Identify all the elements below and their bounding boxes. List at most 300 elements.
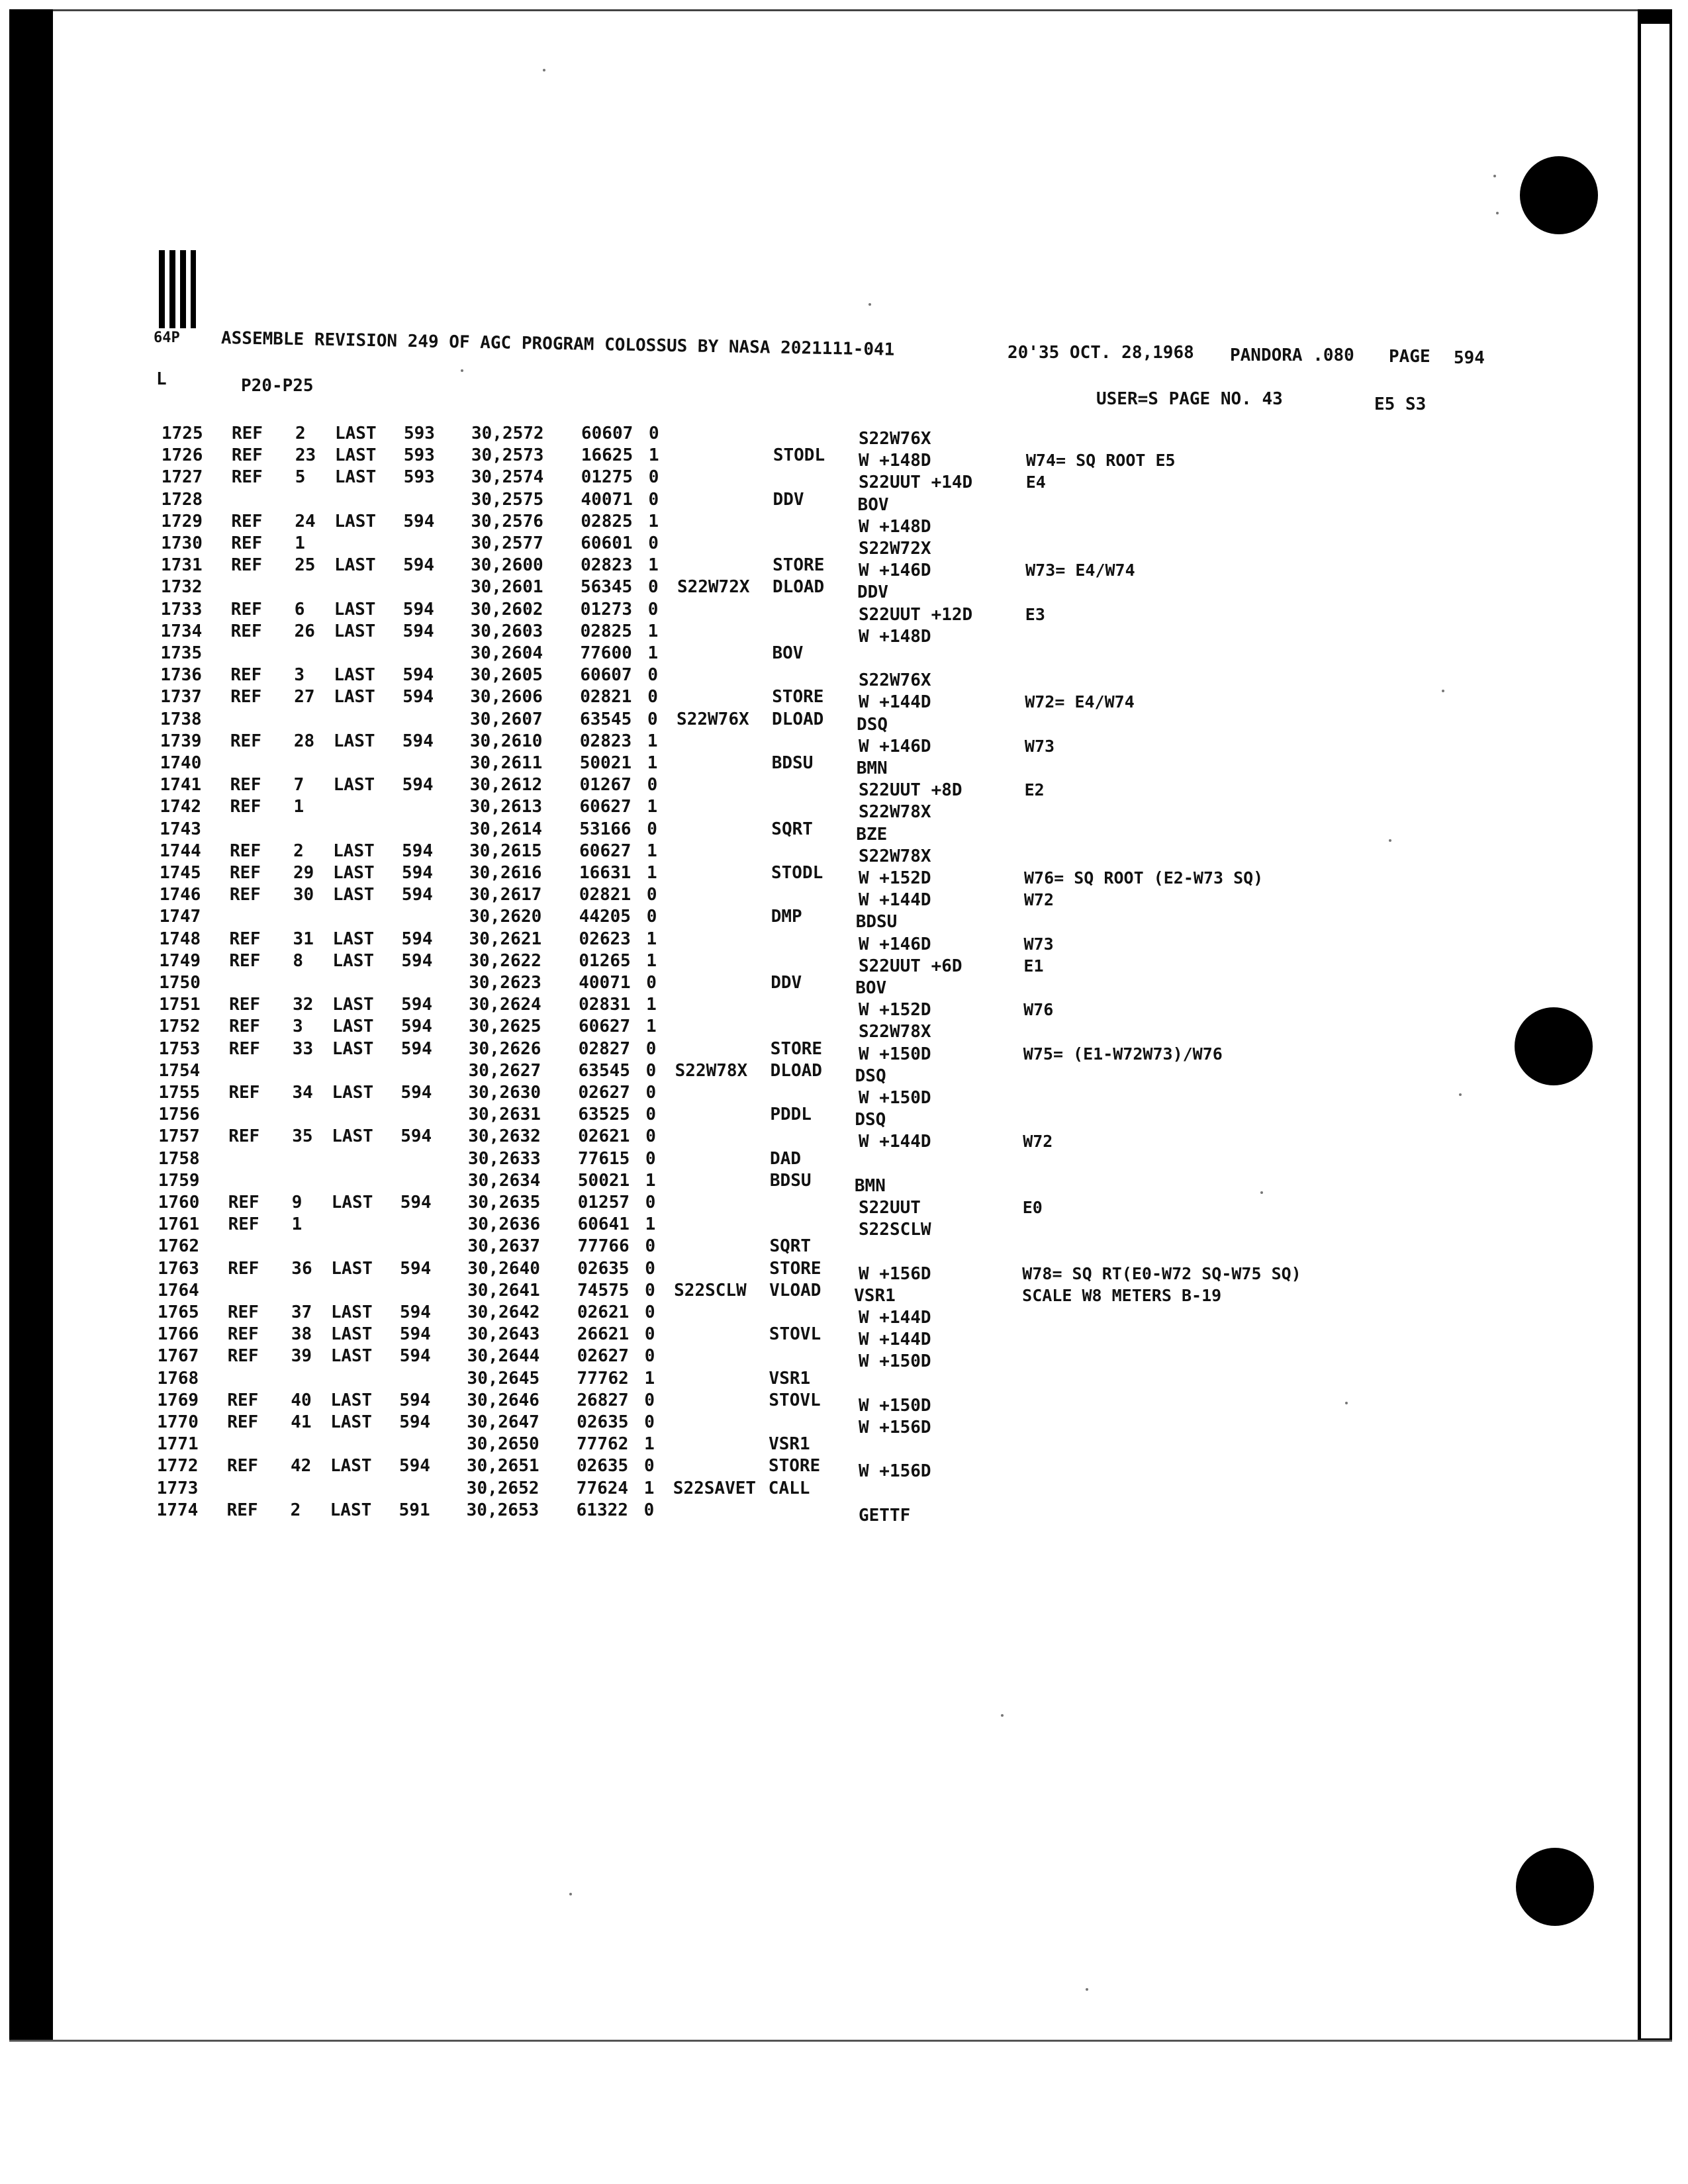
opcode: VSR1 xyxy=(769,1434,810,1455)
last-label: LAST xyxy=(330,1456,372,1477)
remark: W76= SQ ROOT (E2-W73 SQ) xyxy=(1024,868,1264,887)
octal-code: 26621 xyxy=(577,1324,630,1345)
ref-count: 30 xyxy=(293,885,314,905)
last-page: 594 xyxy=(403,555,435,576)
header-prefix: 64P xyxy=(154,330,180,346)
ref-flag: REF xyxy=(232,424,263,443)
last-label: LAST xyxy=(333,863,375,883)
parity-bit: 0 xyxy=(646,885,657,905)
octal-code: 60601 xyxy=(581,533,633,553)
ref-count: 3 xyxy=(292,1017,303,1037)
last-page: 594 xyxy=(402,841,434,861)
last-label: LAST xyxy=(332,995,374,1015)
operand: BMN xyxy=(854,1175,886,1196)
ref-count: 27 xyxy=(294,687,315,707)
address: 30,2613 xyxy=(469,797,543,817)
line-number: 1748 xyxy=(159,929,201,949)
parity-bit: 0 xyxy=(643,1456,655,1477)
octal-code: 60627 xyxy=(578,1017,631,1037)
remark: W76 xyxy=(1023,1000,1054,1020)
line-number: 1734 xyxy=(160,621,203,641)
operand: W +144D xyxy=(859,1308,931,1328)
ref-count: 37 xyxy=(291,1302,312,1322)
line-number: 1770 xyxy=(157,1412,199,1432)
ref-flag: REF xyxy=(226,1500,258,1520)
last-label: LAST xyxy=(334,665,375,686)
remark: W72 xyxy=(1023,890,1054,910)
octal-code: 60627 xyxy=(579,797,632,817)
line-number: 1773 xyxy=(156,1478,199,1498)
octal-code: 74575 xyxy=(577,1280,630,1300)
octal-code: 02621 xyxy=(578,1126,630,1147)
ref-count: 1 xyxy=(295,533,305,553)
last-label: LAST xyxy=(331,1258,373,1279)
line-number: 1732 xyxy=(160,577,203,598)
parity-bit: 1 xyxy=(644,1368,655,1388)
address: 30,2632 xyxy=(468,1126,541,1147)
ref-count: 31 xyxy=(293,929,314,949)
address: 30,2604 xyxy=(470,643,543,663)
octal-code: 50021 xyxy=(579,753,632,773)
last-page: 594 xyxy=(402,621,434,641)
opcode: SQRT xyxy=(771,819,813,839)
ref-flag: REF xyxy=(228,1017,260,1037)
parity-bit: 1 xyxy=(643,1478,655,1498)
ref-flag: REF xyxy=(226,1456,258,1477)
parity-bit: 0 xyxy=(645,1302,655,1322)
address: 30,2636 xyxy=(467,1214,541,1235)
ref-count: 9 xyxy=(291,1193,303,1212)
line-number: 1741 xyxy=(160,775,202,796)
address: 30,2574 xyxy=(471,467,544,488)
opcode: STORE xyxy=(768,1456,821,1477)
header-page-label: PAGE xyxy=(1389,347,1430,367)
octal-code: 77762 xyxy=(577,1434,629,1455)
last-label: LAST xyxy=(333,841,375,861)
remark: W72= E4/W74 xyxy=(1025,692,1135,712)
operand: S22UUT +8D xyxy=(859,780,962,801)
parity-bit: 1 xyxy=(647,731,658,751)
operand: W +146D xyxy=(859,934,931,954)
last-label: LAST xyxy=(334,445,377,466)
parity-bit: 1 xyxy=(647,797,658,817)
last-label: LAST xyxy=(330,1500,372,1520)
line-number: 1740 xyxy=(160,753,202,773)
address: 30,2606 xyxy=(470,687,543,707)
last-label: LAST xyxy=(331,1302,373,1322)
parity-bit: 0 xyxy=(646,973,657,993)
line-number: 1730 xyxy=(161,533,203,553)
ref-flag: REF xyxy=(231,533,263,553)
operand: S22UUT +12D xyxy=(859,604,973,625)
ref-count: 33 xyxy=(292,1038,314,1059)
parity-bit: 1 xyxy=(647,753,658,773)
address: 30,2623 xyxy=(469,973,541,993)
parity-bit: 0 xyxy=(645,1083,657,1103)
last-label: LAST xyxy=(332,1126,373,1147)
address: 30,2633 xyxy=(468,1148,541,1169)
line-number: 1746 xyxy=(159,885,201,905)
ref-flag: REF xyxy=(229,995,261,1015)
address: 30,2646 xyxy=(467,1390,539,1410)
parity-bit: 0 xyxy=(645,1280,655,1300)
line-number: 1756 xyxy=(158,1105,200,1125)
ref-flag: REF xyxy=(228,1126,260,1147)
parity-bit: 0 xyxy=(647,819,657,839)
ref-flag: REF xyxy=(227,1412,259,1432)
address: 30,2600 xyxy=(471,555,543,576)
ref-flag: REF xyxy=(230,621,262,641)
operand: BDSU xyxy=(855,912,898,933)
barcode-mark xyxy=(159,250,199,328)
ref-flag: REF xyxy=(229,929,261,949)
address: 30,2572 xyxy=(471,424,544,443)
ref-flag: REF xyxy=(227,1324,259,1345)
octal-code: 77766 xyxy=(577,1236,630,1257)
last-label: LAST xyxy=(330,1324,373,1345)
bottom-rule xyxy=(9,2040,1672,2042)
last-label: LAST xyxy=(334,511,377,531)
line-number: 1760 xyxy=(158,1193,200,1212)
address: 30,2653 xyxy=(466,1500,539,1520)
ref-flag: REF xyxy=(227,1390,259,1410)
operand: W +152D xyxy=(859,1000,931,1021)
octal-code: 02635 xyxy=(577,1412,629,1432)
operand: W +156D xyxy=(859,1461,931,1482)
parity-bit: 0 xyxy=(645,1148,656,1169)
octal-code: 01265 xyxy=(579,950,631,971)
octal-code: 02827 xyxy=(578,1038,631,1059)
left-margin-bar xyxy=(9,9,53,2041)
line-number: 1751 xyxy=(159,995,201,1015)
operand: S22UUT +6D xyxy=(859,956,962,976)
last-label: LAST xyxy=(332,1038,374,1059)
operand: DSQ xyxy=(855,1110,886,1130)
last-page: 594 xyxy=(399,1346,431,1367)
ref-flag: REF xyxy=(230,665,262,686)
address: 30,2622 xyxy=(469,950,541,971)
line-number: 1761 xyxy=(158,1214,200,1235)
ref-count: 1 xyxy=(293,797,305,817)
last-label: LAST xyxy=(334,621,376,641)
opcode: DLOAD xyxy=(772,577,825,598)
operand: W +144D xyxy=(859,1330,931,1350)
octal-code: 60607 xyxy=(581,424,633,443)
operand: W +144D xyxy=(859,1132,931,1152)
parity-bit: 1 xyxy=(647,841,657,861)
octal-code: 60627 xyxy=(579,841,632,861)
header-listing-flag: L xyxy=(156,369,167,389)
operand: DDV xyxy=(857,582,888,603)
operand: DSQ xyxy=(857,714,888,735)
ref-count: 2 xyxy=(290,1500,301,1520)
opcode: DLOAD xyxy=(772,709,824,729)
ref-flag: REF xyxy=(230,599,262,619)
opcode: BDSU xyxy=(771,753,814,773)
ref-count: 35 xyxy=(292,1126,313,1147)
parity-bit: 1 xyxy=(647,643,659,663)
line-number: 1736 xyxy=(160,665,202,686)
ref-count: 32 xyxy=(293,995,314,1015)
right-margin-bar xyxy=(1638,9,1672,2041)
ref-flag: REF xyxy=(228,1193,259,1212)
ref-flag: REF xyxy=(228,1258,259,1279)
remark: W74= SQ ROOT E5 xyxy=(1025,451,1176,471)
last-label: LAST xyxy=(334,555,376,576)
parity-bit: 0 xyxy=(647,775,658,796)
line-number: 1766 xyxy=(157,1324,199,1345)
octal-code: 01275 xyxy=(581,467,633,488)
line-number: 1749 xyxy=(159,950,201,971)
remark: W73 xyxy=(1023,934,1054,954)
octal-code: 16625 xyxy=(581,445,633,466)
line-number: 1752 xyxy=(158,1017,201,1037)
octal-code: 40071 xyxy=(579,973,631,993)
parity-bit: 0 xyxy=(645,1193,656,1212)
line-number: 1739 xyxy=(160,731,202,751)
ref-flag: REF xyxy=(228,1083,260,1103)
operand: S22W72X xyxy=(859,539,931,559)
ref-count: 39 xyxy=(291,1346,312,1367)
address: 30,2647 xyxy=(467,1412,539,1432)
last-label: LAST xyxy=(330,1412,372,1432)
operand: BOV xyxy=(857,494,889,515)
remark: W78= SQ RT(E0-W72 SQ-W75 SQ) xyxy=(1022,1263,1301,1283)
address: 30,2601 xyxy=(470,577,543,598)
octal-code: 60641 xyxy=(577,1214,630,1235)
line-number: 1728 xyxy=(161,489,203,510)
octal-code: 02627 xyxy=(577,1346,629,1367)
line-number: 1764 xyxy=(158,1280,199,1300)
operand: S22W76X xyxy=(859,670,931,691)
opcode: SQRT xyxy=(769,1236,812,1257)
address: 30,2626 xyxy=(468,1038,541,1059)
last-page: 594 xyxy=(402,599,434,619)
last-page: 594 xyxy=(400,1017,432,1037)
address: 30,2631 xyxy=(468,1105,541,1125)
parity-bit: 0 xyxy=(647,577,659,598)
ref-flag: REF xyxy=(230,731,261,751)
line-number: 1768 xyxy=(157,1368,199,1388)
opcode: BOV xyxy=(772,643,804,663)
opcode: DDV xyxy=(771,973,802,993)
octal-code: 77600 xyxy=(580,643,632,663)
operand: S22W76X xyxy=(859,429,931,449)
opcode: STOVL xyxy=(769,1390,821,1410)
ref-count: 5 xyxy=(295,467,306,488)
address: 30,2630 xyxy=(468,1083,541,1103)
last-page: 593 xyxy=(403,445,435,466)
octal-code: 02823 xyxy=(579,731,632,751)
line-number: 1744 xyxy=(160,841,201,861)
address: 30,2612 xyxy=(469,775,543,796)
ref-flag: REF xyxy=(231,445,263,466)
address: 30,2616 xyxy=(469,863,542,883)
address: 30,2634 xyxy=(467,1170,541,1191)
operand: W +146D xyxy=(859,561,931,581)
last-label: LAST xyxy=(335,424,377,443)
ref-count: 25 xyxy=(295,555,316,576)
octal-code: 53166 xyxy=(579,819,632,839)
operand: VSR1 xyxy=(854,1285,896,1306)
octal-code: 02831 xyxy=(579,995,631,1015)
octal-code: 16631 xyxy=(579,863,632,883)
ref-flag: REF xyxy=(231,511,263,531)
line-number: 1767 xyxy=(157,1346,199,1367)
parity-bit: 0 xyxy=(644,1346,655,1367)
parity-bit: 0 xyxy=(648,489,659,510)
parity-bit: 0 xyxy=(647,709,658,729)
line-number: 1757 xyxy=(158,1126,200,1147)
ref-count: 2 xyxy=(293,841,304,861)
octal-code: 02825 xyxy=(580,621,632,641)
ref-count: 36 xyxy=(291,1258,312,1279)
ref-count: 34 xyxy=(292,1083,313,1103)
parity-bit: 0 xyxy=(645,1060,657,1081)
remark: E2 xyxy=(1024,780,1045,800)
line-number: 1774 xyxy=(156,1500,199,1520)
operand: BOV xyxy=(855,978,887,998)
line-number: 1765 xyxy=(158,1302,199,1322)
parity-bit: 0 xyxy=(644,1412,655,1432)
ref-count: 8 xyxy=(293,950,304,971)
line-number: 1759 xyxy=(158,1170,200,1191)
opcode: STORE xyxy=(769,1258,821,1279)
address: 30,2645 xyxy=(467,1368,540,1388)
ref-count: 38 xyxy=(291,1324,312,1345)
operand: W +150D xyxy=(859,1088,931,1108)
line-number: 1729 xyxy=(161,511,203,531)
ref-count: 29 xyxy=(293,863,314,883)
operand: DSQ xyxy=(855,1066,886,1086)
operand: W +148D xyxy=(859,626,931,647)
parity-bit: 0 xyxy=(647,687,658,707)
last-page: 594 xyxy=(401,995,433,1015)
parity-bit: 1 xyxy=(647,863,657,883)
operand: BMN xyxy=(856,758,888,778)
last-label: LAST xyxy=(333,731,375,751)
line-number: 1738 xyxy=(160,709,202,729)
opcode: DDV xyxy=(773,489,804,510)
ref-count: 6 xyxy=(294,599,305,619)
remark: E0 xyxy=(1022,1198,1043,1217)
opcode: STOVL xyxy=(769,1324,821,1345)
last-page: 591 xyxy=(399,1500,430,1520)
parity-bit: 1 xyxy=(646,950,657,971)
operand: S22W78X xyxy=(859,802,931,823)
header-section: P20-P25 xyxy=(241,376,314,396)
ref-flag: REF xyxy=(231,555,263,576)
parity-bit: 0 xyxy=(645,1105,656,1125)
octal-code: 50021 xyxy=(577,1170,630,1191)
line-number: 1742 xyxy=(160,797,202,817)
octal-code: 63545 xyxy=(578,1060,630,1081)
last-page: 593 xyxy=(404,424,435,443)
octal-code: 01273 xyxy=(580,599,633,619)
operand: S22W78X xyxy=(859,846,931,866)
line-number: 1755 xyxy=(158,1083,201,1103)
octal-code: 02623 xyxy=(579,929,631,949)
last-label: LAST xyxy=(332,1083,374,1103)
ref-count: 23 xyxy=(295,445,316,466)
opcode: STORE xyxy=(772,687,824,707)
parity-bit: 0 xyxy=(645,1126,656,1147)
opcode: STORE xyxy=(770,1038,823,1059)
address: 30,2650 xyxy=(467,1434,539,1455)
parity-bit: 0 xyxy=(647,665,658,686)
line-number: 1735 xyxy=(160,643,203,663)
operand: W +148D xyxy=(859,516,931,537)
address: 30,2621 xyxy=(469,929,542,949)
line-number: 1733 xyxy=(160,599,203,619)
last-page: 594 xyxy=(403,511,435,531)
last-label: LAST xyxy=(331,1193,373,1212)
octal-code: 77615 xyxy=(578,1148,630,1169)
remark: W73 xyxy=(1024,736,1055,756)
parity-bit: 1 xyxy=(646,929,657,949)
line-number: 1745 xyxy=(160,863,201,883)
address: 30,2620 xyxy=(469,907,542,927)
last-page: 594 xyxy=(401,950,433,971)
parity-bit: 1 xyxy=(645,1214,656,1235)
operand: W +148D xyxy=(859,451,931,471)
address: 30,2610 xyxy=(469,731,543,751)
address: 30,2617 xyxy=(469,885,542,905)
last-page: 594 xyxy=(399,1324,431,1345)
last-page: 594 xyxy=(402,687,434,707)
octal-code: 26827 xyxy=(577,1390,629,1410)
address: 30,2642 xyxy=(467,1302,540,1322)
parity-bit: 1 xyxy=(648,555,659,576)
opcode: VSR1 xyxy=(769,1368,811,1388)
last-label: LAST xyxy=(332,1017,374,1037)
opcode: DLOAD xyxy=(770,1060,822,1081)
remark: E4 xyxy=(1025,473,1046,492)
line-number: 1771 xyxy=(157,1434,199,1455)
line-number: 1726 xyxy=(161,445,203,466)
line-number: 1753 xyxy=(158,1038,201,1059)
address: 30,2575 xyxy=(471,489,544,510)
address: 30,2573 xyxy=(471,445,544,466)
operand: GETTF xyxy=(859,1505,911,1525)
octal-code: 63545 xyxy=(580,709,632,729)
remark: W73= E4/W74 xyxy=(1025,561,1135,580)
octal-code: 02621 xyxy=(577,1302,630,1322)
last-page: 594 xyxy=(402,665,434,686)
opcode: DMP xyxy=(771,907,802,927)
parity-bit: 0 xyxy=(644,1390,655,1410)
operand: W +146D xyxy=(859,736,931,756)
symbol-label: S22W72X xyxy=(677,577,750,598)
operand: W +156D xyxy=(859,1263,931,1284)
last-label: LAST xyxy=(332,885,375,905)
header-user-page: USER=S PAGE NO. 43 xyxy=(1096,389,1283,409)
parity-bit: 1 xyxy=(648,445,659,466)
address: 30,2624 xyxy=(469,995,541,1015)
operand: S22W78X xyxy=(859,1022,931,1042)
header-site: PANDORA .080 xyxy=(1230,345,1354,365)
punch-hole-top xyxy=(1520,156,1598,234)
parity-bit: 1 xyxy=(644,1434,655,1455)
address: 30,2607 xyxy=(470,709,543,729)
ref-flag: REF xyxy=(230,841,261,861)
last-label: LAST xyxy=(332,950,375,971)
last-label: LAST xyxy=(333,775,375,796)
last-label: LAST xyxy=(334,599,376,619)
opcode: STODL xyxy=(771,863,823,883)
address: 30,2652 xyxy=(466,1478,539,1498)
line-number: 1769 xyxy=(157,1390,199,1410)
